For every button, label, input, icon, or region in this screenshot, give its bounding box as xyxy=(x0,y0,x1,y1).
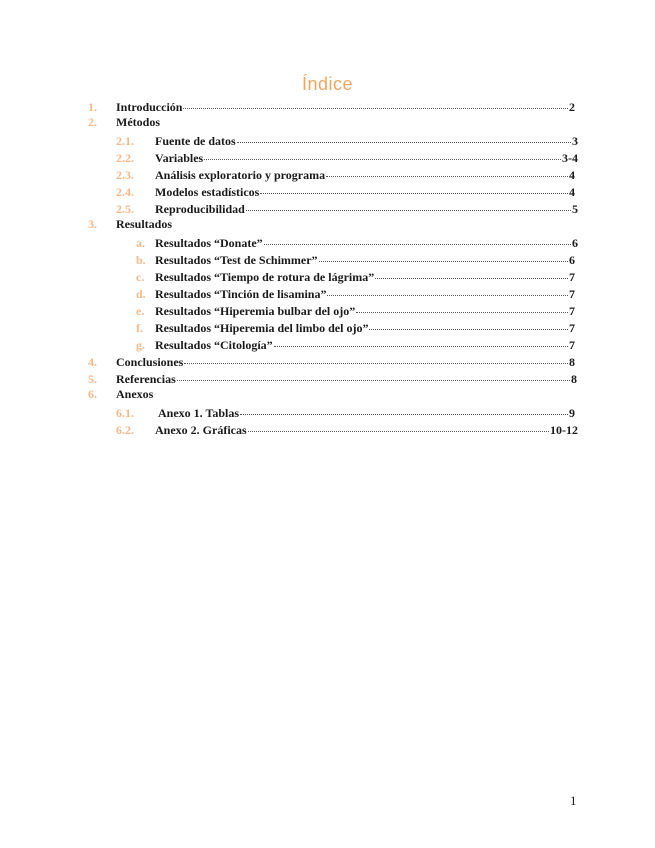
toc-entry-label: Resultados “Tiempo de rotura de lágrima” xyxy=(155,270,375,284)
toc-entry-number: 6.1. xyxy=(116,406,134,420)
toc-entry-number: d. xyxy=(136,287,146,301)
toc-entry-page: 4 xyxy=(569,185,575,199)
toc-entry-page: 5 xyxy=(572,202,578,216)
toc-entry-label: Reproducibilidad xyxy=(155,202,245,216)
toc-entry-number: 2. xyxy=(88,115,97,129)
toc-entry-label: Conclusiones xyxy=(116,355,184,369)
toc-entry-page: 7 xyxy=(569,338,575,352)
dot-leader xyxy=(326,164,568,177)
toc-entry-number: 1. xyxy=(88,100,97,114)
dot-leader xyxy=(183,96,568,109)
dot-leader xyxy=(356,300,568,313)
dot-leader xyxy=(264,232,571,245)
toc-entry-label: Análisis exploratorio y programa xyxy=(155,168,326,182)
toc-entry[interactable] xyxy=(88,370,577,387)
toc-entry-label: Referencias xyxy=(116,372,176,386)
toc-entry-label: Variables xyxy=(155,151,204,165)
toc-entry-number: 2.5. xyxy=(116,202,134,216)
toc-entry-label: Anexo 1. Tablas xyxy=(158,406,240,420)
toc-entry-label: Modelos estadísticos xyxy=(155,185,260,199)
toc-entry-label: Resultados “Tinción de lisamina” xyxy=(155,287,327,301)
dot-leader xyxy=(274,334,568,347)
toc-entry-label: Resultados “Hiperemia bulbar del ojo” xyxy=(155,304,356,318)
dot-leader xyxy=(184,351,568,364)
toc-entry-number: a. xyxy=(136,236,145,250)
toc-entry-page: 9 xyxy=(569,406,575,420)
toc-entry-page: 6 xyxy=(569,253,575,267)
toc-entry-page: 7 xyxy=(569,270,575,284)
toc-entry-number: 4. xyxy=(88,355,97,369)
toc-entry[interactable] xyxy=(88,98,575,115)
dot-leader xyxy=(248,419,549,432)
toc-entry[interactable] xyxy=(116,200,578,217)
toc-entry-page: 6 xyxy=(572,236,578,250)
toc-entry-number: 2.2. xyxy=(116,151,134,165)
toc-entry-page: 8 xyxy=(571,372,577,386)
toc-entry-label: Anexos xyxy=(116,387,154,401)
dot-leader xyxy=(327,283,568,296)
toc-entry-page: 7 xyxy=(569,304,575,318)
toc-entry-label: Métodos xyxy=(116,115,160,129)
toc-entry-page: 10-12 xyxy=(550,423,578,437)
toc-entry-number: b. xyxy=(136,253,146,267)
toc-entry-number: 2.3. xyxy=(116,168,134,182)
dot-leader xyxy=(237,130,571,143)
toc-entry-label: Resultados “Hiperemia del limbo del ojo” xyxy=(155,321,369,335)
toc-entry-label: Resultados xyxy=(116,217,173,231)
toc-entry[interactable] xyxy=(116,421,578,438)
toc-entry-number: c. xyxy=(136,270,145,284)
toc-entry-page: 3-4 xyxy=(562,151,578,165)
toc-entry-label: Resultados “Test de Schimmer” xyxy=(155,253,318,267)
toc-entry-label: Anexo 2. Gráficas xyxy=(155,423,247,437)
dot-leader xyxy=(369,317,568,330)
toc-entry-page: 8 xyxy=(569,355,575,369)
toc-entry-number: 2.4. xyxy=(116,185,134,199)
toc-entry-page: 4 xyxy=(569,168,575,182)
toc-entry-page: 3 xyxy=(572,134,578,148)
toc-entry-page: 7 xyxy=(569,287,575,301)
toc-entry-number: 6. xyxy=(88,387,97,401)
page-number: 1 xyxy=(570,793,577,808)
dot-leader xyxy=(240,402,568,415)
toc-entry-number: 2.1. xyxy=(116,134,134,148)
toc-entry-label: Fuente de datos xyxy=(155,134,236,148)
dot-leader xyxy=(319,249,568,262)
toc-entry-page: 7 xyxy=(569,321,575,335)
toc-entry-number: 3. xyxy=(88,217,97,231)
dot-leader xyxy=(375,266,568,279)
dot-leader xyxy=(260,181,568,194)
toc-entry-label: Resultados “Donate” xyxy=(155,236,263,250)
toc-entry-number: g. xyxy=(136,338,145,352)
toc-entry-number: f. xyxy=(136,321,143,335)
dot-leader xyxy=(177,368,570,381)
dot-leader xyxy=(204,147,561,160)
toc-entry-page: 2 xyxy=(569,100,575,114)
toc-entry-number: e. xyxy=(136,304,145,318)
toc-entry-number: 5. xyxy=(88,372,97,386)
toc-entry-label: Introducción xyxy=(116,100,183,114)
page-title: Índice xyxy=(301,74,354,94)
toc-entry-number: 6.2. xyxy=(116,423,134,437)
toc-entry-label: Resultados “Citología” xyxy=(155,338,273,352)
dot-leader xyxy=(246,198,571,211)
